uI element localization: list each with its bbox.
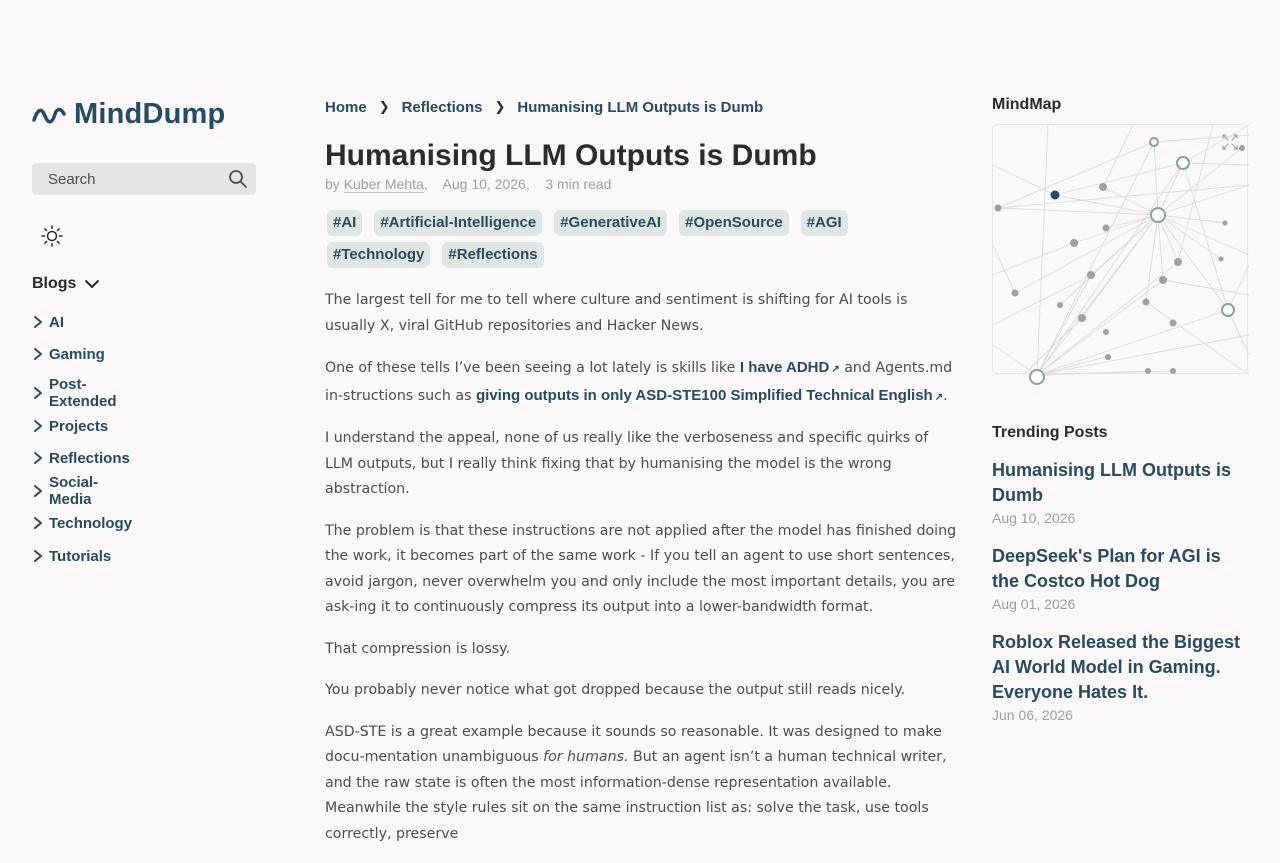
breadcrumb-section[interactable]: Reflections	[401, 98, 483, 116]
folder-reflections[interactable]	[32, 447, 130, 469]
folder-label: Projects	[49, 417, 109, 435]
folder-label: Social-Media	[49, 474, 99, 508]
site-name: MindDump	[74, 97, 226, 130]
trending-post-date: Aug 10, 2026	[992, 510, 1076, 526]
tag-technology[interactable]: #Technology	[327, 242, 430, 268]
tag-generativeai[interactable]: #GenerativeAI	[554, 210, 667, 236]
chevron-right-icon	[32, 484, 44, 498]
folder-social-media[interactable]	[32, 474, 99, 508]
paragraph: You probably never notice what got dropped because the output still reads nicely.	[325, 682, 906, 698]
tag-reflections[interactable]: #Reflections	[442, 242, 543, 268]
expand-graph-icon[interactable]	[1221, 133, 1239, 151]
tag-opensource[interactable]: #OpenSource	[679, 210, 789, 236]
tag-ai[interactable]: #AI	[327, 210, 362, 236]
trending-post	[992, 458, 1248, 526]
folder-gaming[interactable]	[32, 343, 105, 365]
chevron-right-icon	[32, 549, 44, 563]
trending-post	[992, 544, 1248, 612]
breadcrumb-separator-icon: ❯	[494, 99, 506, 114]
folder-technology[interactable]	[32, 512, 132, 534]
paragraph: The problem is that these instructions are not applied after the model has finished doing the work, it becomes part of the same work - If you tell an agent to use short sentences, avoid jargon, never overwhelm you and only include the most important details, you are ask-ing it to continuously compress its output into a lower-bandwidth format.	[325, 522, 957, 615]
trending-post-link[interactable]: Humanising LLM Outputs is Dumb	[992, 460, 1231, 505]
article-date: Aug 10, 2026	[442, 176, 526, 192]
trending-post-link[interactable]: Roblox Released the Biggest AI World Model in Gaming. Everyone Hates It.	[992, 632, 1241, 702]
folder-ai[interactable]	[32, 311, 64, 333]
folder-tutorials[interactable]	[32, 545, 111, 567]
trending-post	[992, 630, 1248, 723]
folder-label: AI	[49, 313, 64, 331]
folder-label: Reflections	[49, 449, 130, 467]
folder-label: Tutorials	[49, 547, 112, 565]
wave-logo-icon	[32, 103, 66, 125]
mindmap-title: MindMap	[992, 96, 1062, 113]
paragraph: I understand the appeal, none of us really like the verboseness and specific quirks of LLM outputs, but I really think fixing that by humanising the model is the wrong abstraction.	[325, 430, 929, 497]
trending-post-date: Aug 01, 2026	[992, 596, 1076, 612]
chevron-right-icon	[32, 516, 44, 530]
breadcrumb	[325, 96, 957, 118]
article-title: Humanising LLM Outputs is Dumb	[325, 139, 817, 172]
right-sidebar	[992, 96, 1248, 741]
article-body	[325, 288, 957, 847]
paragraph: That compression is lossy.	[325, 640, 511, 657]
theme-toggle-button[interactable]	[41, 225, 63, 247]
chevron-right-icon	[32, 419, 44, 433]
mindmap-graph[interactable]	[992, 124, 1248, 374]
paragraph: The largest tell for me to tell where culture and sentiment is shifting for AI tools is usually X, viral GitHub repositories and Hacker News.	[325, 292, 908, 334]
read-time: 3 min read	[545, 176, 612, 192]
trending-post-link[interactable]: DeepSeek's Plan for AGI is the Costco Hot Dog	[992, 546, 1221, 591]
adhd-skill-link[interactable]: I have ADHD ↗	[739, 359, 840, 376]
breadcrumb-separator-icon: ❯	[378, 99, 390, 114]
sun-icon	[41, 225, 63, 247]
trending-post-date: Jun 06, 2026	[992, 707, 1073, 723]
external-link-icon: ↗	[831, 364, 840, 375]
paragraph: One of these tells I’ve been seeing a lot lately is skills like I have ADHD ↗ and Agents.md in-structions such as giving outputs in only ASD-STE100 Simplified Technical English ↗.	[325, 359, 953, 404]
chevron-right-icon	[32, 347, 44, 361]
left-sidebar	[32, 96, 256, 293]
folder-post-extended[interactable]	[32, 376, 117, 410]
chevron-right-icon	[32, 451, 44, 465]
folder-label: Post-Extended	[49, 376, 117, 410]
search-icon	[228, 169, 248, 189]
asd-ste100-link[interactable]: giving outputs in only ASD-STE100 Simplified Technical English ↗	[476, 386, 944, 404]
meta-by: by	[325, 176, 340, 192]
site-logo[interactable]	[32, 96, 256, 132]
graph-canvas[interactable]	[993, 125, 1249, 375]
chevron-down-icon	[84, 276, 100, 292]
author-link[interactable]: Kuber Mehta	[343, 176, 424, 192]
folder-label: Technology	[49, 514, 133, 532]
folder-label: Gaming	[49, 345, 105, 363]
tag-list	[325, 210, 957, 274]
external-link-icon: ↗	[934, 391, 944, 403]
folder-projects[interactable]	[32, 415, 108, 437]
search-box[interactable]	[32, 163, 256, 195]
breadcrumb-current[interactable]: Humanising LLM Outputs is Dumb	[517, 98, 764, 116]
article-meta: by Kuber Mehta, Aug 10, 2026, 3 min read	[325, 176, 612, 192]
search-placeholder: Search	[48, 170, 96, 188]
breadcrumb-home[interactable]: Home	[325, 98, 367, 116]
trending-title: Trending Posts	[992, 424, 1108, 441]
tag-agi[interactable]: #AGI	[801, 210, 848, 236]
explorer-toggle[interactable]	[32, 275, 256, 293]
paragraph: ASD-STE is a great example because it sounds so reasonable. It was designed to make docu-mentation unambiguous for humans. But an agent isn’t a human technical writer, and the raw state is often the most information-dense representation available. Meanwhile the style rules sit on the same instruction list as: solve the task, use tools correctly, preserve	[325, 723, 947, 842]
chevron-right-icon	[32, 386, 44, 400]
explorer-title: Blogs	[32, 275, 77, 292]
chevron-right-icon	[32, 315, 44, 329]
article-column	[325, 96, 957, 863]
tag-artificial-intelligence[interactable]: #Artificial-Intelligence	[374, 210, 542, 236]
